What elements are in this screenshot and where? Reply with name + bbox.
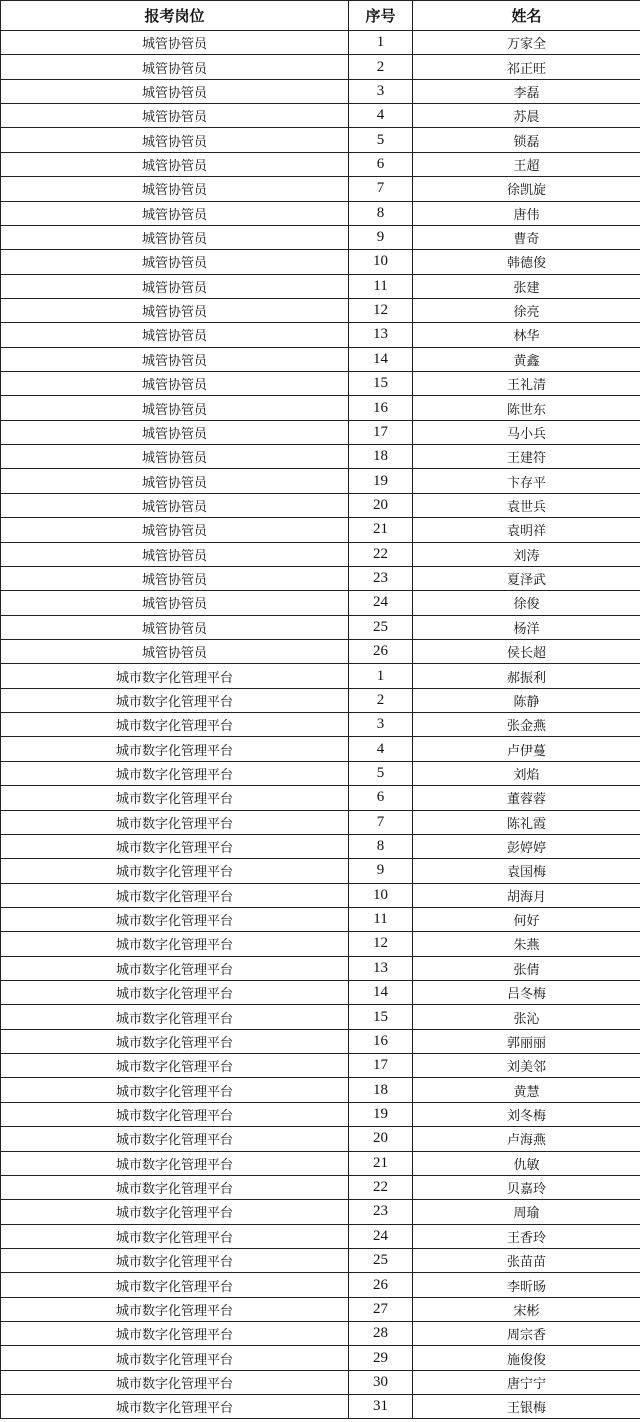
table-row — [1, 1322, 640, 1346]
cell-name: 郭丽丽 — [413, 1029, 640, 1053]
cell-name: 周宗香 — [413, 1322, 640, 1346]
cell-position: 城管协管员 — [1, 323, 349, 347]
table-row — [1, 1346, 640, 1370]
cell-name: 刘冬梅 — [413, 1102, 640, 1126]
cell-name: 卢伊蔓 — [413, 737, 640, 761]
table-row — [1, 761, 640, 785]
table-row — [1, 981, 640, 1005]
cell-name: 董蓉蓉 — [413, 786, 640, 810]
cell-seq: 8 — [349, 834, 413, 858]
cell-name: 陈世东 — [413, 396, 640, 420]
table-row — [1, 493, 640, 517]
cell-position: 城市数字化管理平台 — [1, 932, 349, 956]
table-row — [1, 1297, 640, 1321]
table-row — [1, 1370, 640, 1394]
cell-name: 张沁 — [413, 1005, 640, 1029]
cell-name: 黄鑫 — [413, 347, 640, 371]
cell-position: 城市数字化管理平台 — [1, 883, 349, 907]
cell-name: 仇敏 — [413, 1151, 640, 1175]
table-row — [1, 347, 640, 371]
cell-position: 城市数字化管理平台 — [1, 1395, 349, 1419]
cell-position: 城市数字化管理平台 — [1, 834, 349, 858]
cell-seq: 6 — [349, 786, 413, 810]
cell-name: 朱燕 — [413, 932, 640, 956]
cell-name: 李磊 — [413, 79, 640, 103]
cell-seq: 6 — [349, 152, 413, 176]
cell-name: 徐俊 — [413, 591, 640, 615]
cell-seq: 5 — [349, 128, 413, 152]
cell-seq: 10 — [349, 883, 413, 907]
table-row — [1, 445, 640, 469]
cell-name: 曹奇 — [413, 225, 640, 249]
table-row — [1, 128, 640, 152]
cell-name: 吕冬梅 — [413, 981, 640, 1005]
cell-name: 杨洋 — [413, 615, 640, 639]
cell-position: 城市数字化管理平台 — [1, 859, 349, 883]
cell-seq: 23 — [349, 566, 413, 590]
cell-seq: 19 — [349, 469, 413, 493]
table-row — [1, 104, 640, 128]
table-row — [1, 518, 640, 542]
cell-seq: 10 — [349, 250, 413, 274]
cell-position: 城市数字化管理平台 — [1, 1297, 349, 1321]
cell-name: 苏晨 — [413, 104, 640, 128]
table-row — [1, 859, 640, 883]
cell-seq: 15 — [349, 1005, 413, 1029]
table-row — [1, 298, 640, 322]
cell-position: 城市数字化管理平台 — [1, 1127, 349, 1151]
cell-name: 张倩 — [413, 956, 640, 980]
cell-position: 城管协管员 — [1, 396, 349, 420]
cell-position: 城市数字化管理平台 — [1, 810, 349, 834]
cell-position: 城管协管员 — [1, 152, 349, 176]
table-row — [1, 1175, 640, 1199]
cell-position: 城管协管员 — [1, 177, 349, 201]
cell-name: 刘焰 — [413, 761, 640, 785]
cell-seq: 13 — [349, 323, 413, 347]
cell-position: 城市数字化管理平台 — [1, 664, 349, 688]
cell-position: 城市数字化管理平台 — [1, 1200, 349, 1224]
cell-position: 城管协管员 — [1, 518, 349, 542]
cell-name: 胡海月 — [413, 883, 640, 907]
cell-position: 城管协管员 — [1, 250, 349, 274]
cell-seq: 16 — [349, 396, 413, 420]
cell-position: 城市数字化管理平台 — [1, 713, 349, 737]
cell-position: 城管协管员 — [1, 591, 349, 615]
cell-seq: 8 — [349, 201, 413, 225]
cell-name: 王礼清 — [413, 372, 640, 396]
table-row — [1, 1273, 640, 1297]
cell-position: 城市数字化管理平台 — [1, 786, 349, 810]
cell-position: 城管协管员 — [1, 104, 349, 128]
table-row — [1, 1200, 640, 1224]
cell-name: 王超 — [413, 152, 640, 176]
cell-seq: 25 — [349, 1248, 413, 1272]
cell-name: 宋彬 — [413, 1297, 640, 1321]
cell-name: 夏泽武 — [413, 566, 640, 590]
cell-seq: 29 — [349, 1346, 413, 1370]
cell-position: 城管协管员 — [1, 79, 349, 103]
cell-position: 城管协管员 — [1, 493, 349, 517]
cell-position: 城市数字化管理平台 — [1, 688, 349, 712]
cell-name: 袁明祥 — [413, 518, 640, 542]
table-row — [1, 396, 640, 420]
table-row — [1, 1029, 640, 1053]
header-row — [1, 1, 640, 31]
cell-seq: 18 — [349, 1078, 413, 1102]
cell-seq: 9 — [349, 859, 413, 883]
table-row — [1, 79, 640, 103]
cell-seq: 22 — [349, 1175, 413, 1199]
table-row — [1, 1224, 640, 1248]
cell-position: 城管协管员 — [1, 31, 349, 55]
header-position: 报考岗位 — [1, 1, 349, 31]
table-row — [1, 31, 640, 55]
cell-seq: 25 — [349, 615, 413, 639]
cell-seq: 28 — [349, 1322, 413, 1346]
cell-seq: 2 — [349, 55, 413, 79]
table-row — [1, 250, 640, 274]
table-row — [1, 542, 640, 566]
table-row — [1, 639, 640, 663]
cell-seq: 4 — [349, 104, 413, 128]
cell-seq: 31 — [349, 1395, 413, 1419]
cell-position: 城管协管员 — [1, 274, 349, 298]
cell-position: 城市数字化管理平台 — [1, 1273, 349, 1297]
cell-seq: 15 — [349, 372, 413, 396]
cell-position: 城市数字化管理平台 — [1, 1078, 349, 1102]
table-row — [1, 1151, 640, 1175]
cell-position: 城市数字化管理平台 — [1, 907, 349, 931]
cell-seq: 14 — [349, 347, 413, 371]
cell-position: 城市数字化管理平台 — [1, 1102, 349, 1126]
cell-name: 陈礼霞 — [413, 810, 640, 834]
cell-seq: 3 — [349, 713, 413, 737]
cell-position: 城管协管员 — [1, 298, 349, 322]
cell-name: 徐凯旋 — [413, 177, 640, 201]
cell-seq: 20 — [349, 493, 413, 517]
cell-position: 城市数字化管理平台 — [1, 1248, 349, 1272]
table-row — [1, 810, 640, 834]
table-row — [1, 1078, 640, 1102]
cell-seq: 12 — [349, 298, 413, 322]
cell-position: 城管协管员 — [1, 566, 349, 590]
table-row — [1, 469, 640, 493]
cell-seq: 21 — [349, 1151, 413, 1175]
table-row — [1, 883, 640, 907]
cell-seq: 4 — [349, 737, 413, 761]
cell-name: 王建符 — [413, 445, 640, 469]
table-row — [1, 1248, 640, 1272]
table-row — [1, 225, 640, 249]
cell-name: 袁世兵 — [413, 493, 640, 517]
cell-position: 城管协管员 — [1, 347, 349, 371]
cell-position: 城管协管员 — [1, 542, 349, 566]
cell-position: 城市数字化管理平台 — [1, 956, 349, 980]
cell-seq: 7 — [349, 177, 413, 201]
cell-seq: 12 — [349, 932, 413, 956]
cell-position: 城市数字化管理平台 — [1, 1175, 349, 1199]
cell-seq: 27 — [349, 1297, 413, 1321]
cell-seq: 9 — [349, 225, 413, 249]
cell-seq: 26 — [349, 639, 413, 663]
cell-name: 祁正旺 — [413, 55, 640, 79]
cell-name: 锁磊 — [413, 128, 640, 152]
cell-name: 彭婷婷 — [413, 834, 640, 858]
table-row — [1, 834, 640, 858]
cell-position: 城管协管员 — [1, 201, 349, 225]
cell-seq: 1 — [349, 31, 413, 55]
cell-seq: 20 — [349, 1127, 413, 1151]
table-row — [1, 1395, 640, 1419]
table-row — [1, 152, 640, 176]
cell-position: 城市数字化管理平台 — [1, 1370, 349, 1394]
table-row — [1, 420, 640, 444]
table-row — [1, 1127, 640, 1151]
cell-name: 周瑜 — [413, 1200, 640, 1224]
cell-name: 陈静 — [413, 688, 640, 712]
table-row — [1, 274, 640, 298]
table-row — [1, 664, 640, 688]
cell-seq: 7 — [349, 810, 413, 834]
table-row — [1, 907, 640, 931]
table-row — [1, 688, 640, 712]
cell-position: 城市数字化管理平台 — [1, 1151, 349, 1175]
cell-name: 韩德俊 — [413, 250, 640, 274]
table-row — [1, 615, 640, 639]
table-row — [1, 932, 640, 956]
cell-position: 城管协管员 — [1, 445, 349, 469]
cell-seq: 30 — [349, 1370, 413, 1394]
cell-name: 卢海燕 — [413, 1127, 640, 1151]
table-row — [1, 372, 640, 396]
cell-position: 城市数字化管理平台 — [1, 1029, 349, 1053]
cell-position: 城市数字化管理平台 — [1, 1005, 349, 1029]
cell-position: 城市数字化管理平台 — [1, 737, 349, 761]
table-row — [1, 1102, 640, 1126]
cell-name: 张建 — [413, 274, 640, 298]
header-seq: 序号 — [349, 1, 413, 31]
cell-name: 卞存平 — [413, 469, 640, 493]
cell-name: 李昕旸 — [413, 1273, 640, 1297]
cell-position: 城市数字化管理平台 — [1, 1224, 349, 1248]
table-row — [1, 201, 640, 225]
cell-seq: 24 — [349, 591, 413, 615]
cell-name: 徐亮 — [413, 298, 640, 322]
cell-name: 刘美邻 — [413, 1054, 640, 1078]
cell-seq: 23 — [349, 1200, 413, 1224]
cell-position: 城管协管员 — [1, 128, 349, 152]
cell-position: 城管协管员 — [1, 639, 349, 663]
table-row — [1, 1054, 640, 1078]
cell-name: 王香玲 — [413, 1224, 640, 1248]
cell-name: 万家全 — [413, 31, 640, 55]
cell-position: 城管协管员 — [1, 615, 349, 639]
cell-name: 唐伟 — [413, 201, 640, 225]
cell-seq: 24 — [349, 1224, 413, 1248]
cell-name: 袁国梅 — [413, 859, 640, 883]
cell-name: 郝振利 — [413, 664, 640, 688]
cell-name: 施俊俊 — [413, 1346, 640, 1370]
cell-name: 唐宁宁 — [413, 1370, 640, 1394]
cell-position: 城市数字化管理平台 — [1, 761, 349, 785]
table-row — [1, 737, 640, 761]
cell-seq: 26 — [349, 1273, 413, 1297]
cell-seq: 19 — [349, 1102, 413, 1126]
cell-seq: 21 — [349, 518, 413, 542]
table-body — [1, 31, 640, 1419]
table-row — [1, 177, 640, 201]
cell-name: 林华 — [413, 323, 640, 347]
cell-seq: 22 — [349, 542, 413, 566]
cell-name: 张苗苗 — [413, 1248, 640, 1272]
cell-seq: 18 — [349, 445, 413, 469]
cell-name: 何好 — [413, 907, 640, 931]
cell-seq: 11 — [349, 274, 413, 298]
cell-name: 贝嘉玲 — [413, 1175, 640, 1199]
cell-seq: 11 — [349, 907, 413, 931]
cell-seq: 5 — [349, 761, 413, 785]
cell-position: 城管协管员 — [1, 372, 349, 396]
cell-position: 城管协管员 — [1, 225, 349, 249]
cell-name: 张金燕 — [413, 713, 640, 737]
table-row — [1, 55, 640, 79]
cell-seq: 1 — [349, 664, 413, 688]
header-name: 姓名 — [413, 1, 640, 31]
cell-seq: 2 — [349, 688, 413, 712]
cell-position: 城市数字化管理平台 — [1, 1346, 349, 1370]
cell-position: 城市数字化管理平台 — [1, 981, 349, 1005]
cell-name: 王银梅 — [413, 1395, 640, 1419]
cell-position: 城管协管员 — [1, 469, 349, 493]
table-row — [1, 566, 640, 590]
cell-seq: 17 — [349, 1054, 413, 1078]
cell-position: 城管协管员 — [1, 420, 349, 444]
table-row — [1, 786, 640, 810]
cell-seq: 14 — [349, 981, 413, 1005]
table-header — [1, 1, 640, 31]
cell-position: 城管协管员 — [1, 55, 349, 79]
cell-name: 马小兵 — [413, 420, 640, 444]
table-row — [1, 591, 640, 615]
cell-name: 侯长超 — [413, 639, 640, 663]
cell-seq: 3 — [349, 79, 413, 103]
table-row — [1, 956, 640, 980]
cell-name: 黄慧 — [413, 1078, 640, 1102]
cell-seq: 13 — [349, 956, 413, 980]
table-row — [1, 1005, 640, 1029]
cell-seq: 16 — [349, 1029, 413, 1053]
cell-seq: 17 — [349, 420, 413, 444]
table-row — [1, 713, 640, 737]
table-row — [1, 323, 640, 347]
cell-position: 城市数字化管理平台 — [1, 1322, 349, 1346]
cell-name: 刘涛 — [413, 542, 640, 566]
cell-position: 城市数字化管理平台 — [1, 1054, 349, 1078]
